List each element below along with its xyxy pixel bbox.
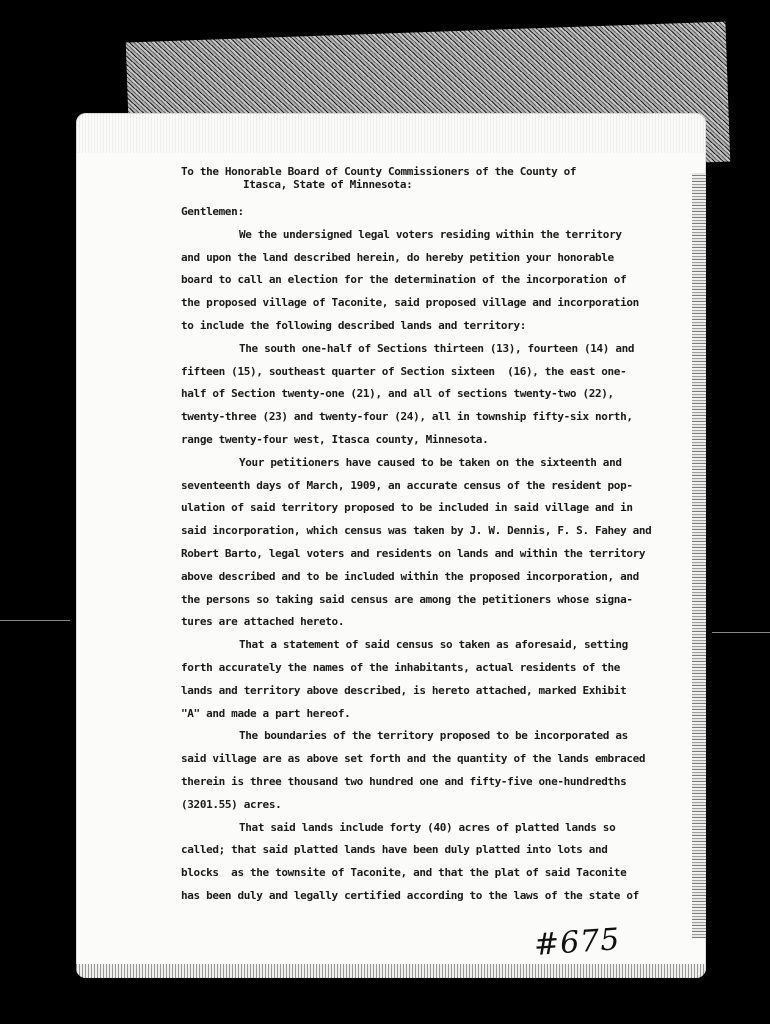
text-line: We the undersigned legal voters residing within the territory (239, 227, 622, 241)
text-line: tures are attached hereto. (181, 615, 345, 629)
text-line: blocks as the townsite of Taconite, and that the plat of said Taconite (181, 866, 627, 880)
text-line: above described and to be included within the proposed incorporation, and (181, 569, 639, 583)
text-line: and upon the land described herein, do hereby petition your honorable (181, 250, 614, 264)
text-line: fifteen (15), southeast quarter of Section sixteen (16), the east one- (181, 364, 627, 378)
text-line: called; that said platted lands have been duly platted into lots and (181, 843, 608, 857)
salutation: Gentlemen: (181, 205, 244, 218)
text-line: lands and territory above described, is hereto attached, marked Exhibit (181, 683, 627, 697)
text-line: said village are as above set forth and the quantity of the lands embraced (181, 752, 646, 766)
text-line: forth accurately the names of the inhabitants, actual residents of the (181, 660, 621, 674)
text-line: said incorporation, which census was taken by J. W. Dennis, F. S. Fahey and (181, 524, 652, 538)
text-line: half of Section twenty-one (21), and all of sections twenty-two (22), (181, 387, 614, 401)
text-line: the persons so taking said census are among the petitioners whose signa- (181, 592, 633, 606)
scan-artifact-line (712, 632, 770, 633)
text-line: That said lands include forty (40) acres of platted lands so (239, 820, 616, 834)
text-line: The boundaries of the territory proposed to be incorporated as (239, 729, 628, 743)
text-line: Robert Barto, legal voters and residents on lands and within the territory (181, 546, 646, 560)
text-line: to include the following described lands and territory: (181, 318, 526, 332)
text-line: seventeenth days of March, 1909, an accurate census of the resident pop- (181, 478, 633, 492)
text-line: the proposed village of Taconite, said proposed village and incorporation (181, 296, 639, 310)
address-line-1: To the Honorable Board of County Commissioners of the County of (181, 165, 577, 178)
text-line: range twenty-four west, Itasca county, Minnesota. (181, 432, 489, 446)
text-line: "A" and made a part hereof. (181, 706, 351, 720)
text-line: (3201.55) acres. (181, 797, 282, 811)
text-line: has been duly and legally certified according to the laws of the state of (181, 888, 639, 902)
text-line: The south one-half of Sections thirteen (13), fourteen (14) and (239, 341, 635, 355)
text-line: Your petitioners have caused to be taken on the sixteenth and (239, 455, 622, 469)
text-line: twenty-three (23) and twenty-four (24), all in township fifty-six north, (181, 410, 633, 424)
petition-body (181, 224, 696, 908)
page-bottom-noise (76, 964, 706, 978)
text-line: board to call an election for the determination of the incorporation of (181, 273, 627, 287)
scan-artifact-line (0, 620, 70, 621)
handwritten-number: #675 (532, 922, 622, 963)
text-line: ulation of said territory proposed to be included in said village and in (181, 501, 633, 515)
document-page (76, 113, 706, 978)
petition-text (181, 165, 696, 908)
address-line-2: Itasca, State of Minnesota: (243, 178, 413, 191)
text-line: therein is three thousand two hundred one and fifty-five one-hundredths (181, 774, 627, 788)
text-line: That a statement of said census so taken as aforesaid, setting (239, 638, 628, 652)
